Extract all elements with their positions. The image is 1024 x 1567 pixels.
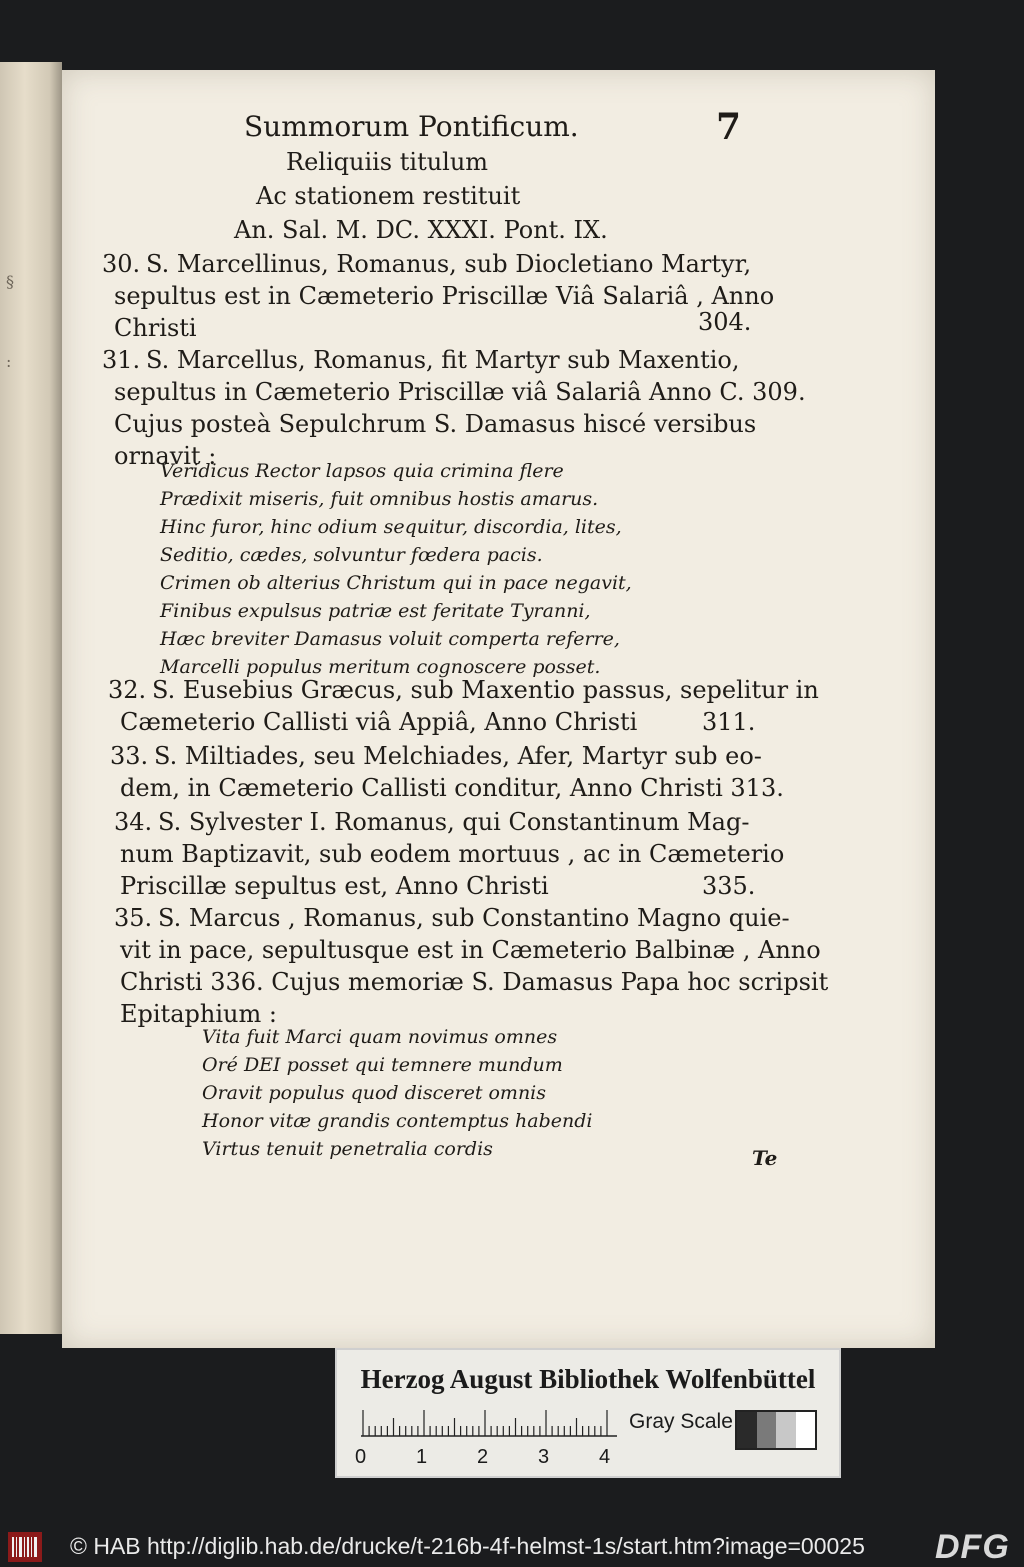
verse-line: Finibus expulsus patriæ est feritate Tyranni, xyxy=(160,600,591,622)
ruler-number: 4 xyxy=(599,1446,611,1468)
footer-bar xyxy=(0,1526,1024,1567)
barcode-icon xyxy=(8,1532,42,1562)
catchword: Te xyxy=(752,1146,778,1170)
entry-line: Cujus posteà Sepulchrum S. Damasus hiscé versibus xyxy=(114,410,757,438)
verse-line: Hæc breviter Damasus voluit comperta referre, xyxy=(160,628,620,650)
entry-line: num Baptizavit, sub eodem mortuus , ac in Cæmeterio xyxy=(120,840,785,868)
entry-line: Cæmeterio Callisti viâ Appiâ, Anno Christi xyxy=(120,708,638,736)
entry-line: dem, in Cæmeterio Callisti conditur, Anno Christi 313. xyxy=(120,774,784,802)
ruler-scale xyxy=(361,1408,617,1438)
entry-number: 35. xyxy=(114,904,153,932)
entry-line: sepultus in Cæmeterio Priscillæ viâ Salariâ Anno C. 309. xyxy=(114,378,806,406)
gray-swatch xyxy=(737,1412,757,1448)
entry-number: 32. xyxy=(108,676,147,704)
ruler-number: 0 xyxy=(355,1446,367,1468)
entry-line: ornavit : xyxy=(114,442,217,470)
gray-swatch xyxy=(796,1412,816,1448)
verse-line: Veridicus Rector lapsos quia crimina flere xyxy=(160,460,564,482)
verse-line: Vita fuit Marci quam novimus omnes xyxy=(202,1026,558,1048)
reference-card xyxy=(335,1348,841,1478)
gray-swatch xyxy=(776,1412,796,1448)
entry-number: 31. xyxy=(102,346,141,374)
library-name: Herzog August Bibliothek Wolfenbüttel xyxy=(360,1364,816,1394)
verse-line: Oré DEI posset qui temnere mundum xyxy=(202,1054,563,1076)
entry-number: 34. xyxy=(114,808,153,836)
citation-link[interactable]: © HAB http://diglib.hab.de/drucke/t-216b-4f-helmst-1s/start.htm?image=00025 xyxy=(70,1533,865,1559)
verse-line: Honor vitæ grandis contemptus habendi xyxy=(202,1110,593,1132)
ruler-number: 3 xyxy=(538,1446,550,1468)
ruler-number: 2 xyxy=(477,1446,489,1468)
gray-scale-swatches xyxy=(735,1410,817,1450)
verse-line: Marcelli populus meritum cognoscere posset. xyxy=(160,656,601,678)
page-number: 7 xyxy=(716,106,742,148)
verse-line: Crimen ob alterius Christum qui in pace negavit, xyxy=(160,572,632,594)
entry-line: S. Marcellus, Romanus, fit Martyr sub Maxentio, xyxy=(146,346,740,374)
entry-line: S. Marcus , Romanus, sub Constantino Magno quie- xyxy=(158,904,790,932)
entry-year: 335. xyxy=(702,872,756,900)
verse-line: Prædixit miseris, fuit omnibus hostis amarus. xyxy=(160,488,599,510)
entry-line: S. Miltiades, seu Melchiades, Afer, Martyr sub eo- xyxy=(154,742,762,770)
entry-line: S. Sylvester I. Romanus, qui Constantinum Mag- xyxy=(158,808,750,836)
margin-mark: : xyxy=(6,352,12,371)
verse-line: Oravit populus quod disceret omnis xyxy=(202,1082,547,1104)
entry-number: 30. xyxy=(102,250,141,278)
margin-mark: § xyxy=(6,272,14,291)
ruler-numbers xyxy=(355,1446,645,1470)
running-title: Summorum Pontificum. xyxy=(244,110,579,143)
verse-line: Seditio, cædes, solvuntur fœdera pacis. xyxy=(160,544,543,566)
intro-line: Ac stationem restituit xyxy=(256,182,521,210)
gray-swatch xyxy=(757,1412,777,1448)
intro-line: Reliquiis titulum xyxy=(286,148,489,176)
entry-line: S. Marcellinus, Romanus, sub Diocletiano Martyr, xyxy=(146,250,752,278)
entry-year: 311. xyxy=(702,708,756,736)
ruler-number: 1 xyxy=(416,1446,428,1468)
entry-line: vit in pace, sepultusque est in Cæmeterio Balbinæ , Anno xyxy=(120,936,821,964)
entry-line: Christi xyxy=(114,314,197,342)
entry-number: 33. xyxy=(110,742,149,770)
entry-line: S. Eusebius Græcus, sub Maxentio passus, sepelitur in xyxy=(152,676,819,704)
intro-line: An. Sal. M. DC. XXXI. Pont. IX. xyxy=(234,216,608,244)
book-page xyxy=(62,70,935,1348)
previous-page-edge xyxy=(0,62,62,1334)
entry-year: 304. xyxy=(698,308,752,336)
entry-line: Priscillæ sepultus est, Anno Christi xyxy=(120,872,549,900)
verse-line: Virtus tenuit penetralia cordis xyxy=(202,1138,493,1160)
entry-line: Epitaphium : xyxy=(120,1000,277,1028)
gray-scale-label: Gray Scale xyxy=(629,1410,733,1433)
entry-line: sepultus est in Cæmeterio Priscillæ Viâ Salariâ , Anno xyxy=(114,282,775,310)
entry-line: Christi 336. Cujus memoriæ S. Damasus Papa hoc scripsit xyxy=(120,968,829,996)
verse-line: Hinc furor, hinc odium sequitur, discordia, lites, xyxy=(160,516,622,538)
dfg-logo: DFG xyxy=(935,1528,1010,1566)
